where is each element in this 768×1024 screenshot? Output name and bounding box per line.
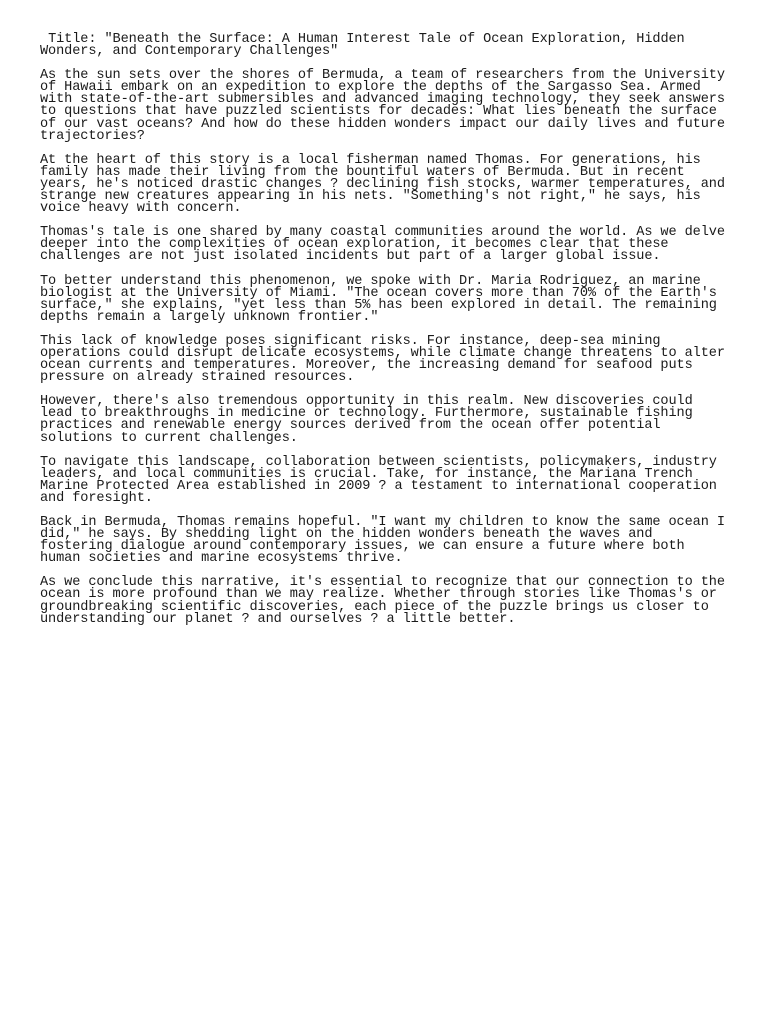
paragraph-5: This lack of knowledge poses significant risks. For instance, deep-sea mining operations could disrupt delicate ecosystems, while climate change threatens to alter ocean currents and temperatures. Moreover, the increasing demand for seafood puts pressure on already strained resources.: [40, 333, 725, 386]
paragraph-2: At the heart of this story is a local fisherman named Thomas. For generations, his family has made their living from the bountiful waters of Bermuda. But in recent years, he's noticed drastic changes ? declining fish stocks, warmer temperatures, and strange new creatures appearing in his nets. "Something's not right," he says, his voice heavy with concern.: [40, 152, 725, 217]
document-title: Title: "Beneath the Surface: A Human Interest Tale of Ocean Exploration, Hidden Wonders, and Contemporary Challenges": [40, 32, 685, 60]
paragraph-3: Thomas's tale is one shared by many coastal communities around the world. As we delve deeper into the complexities of ocean exploration, it becomes clear that these challenges are not just isolated incidents but part of a larger global issue.: [40, 225, 725, 265]
paragraph-6: However, there's also tremendous opportunity in this realm. New discoveries could lead to breakthroughs in medicine or technology. Furthermore, sustainable fishing practices and renewable energy sources derived from the ocean offer potential solutions to current challenges.: [40, 394, 693, 446]
paragraph-8: Back in Bermuda, Thomas remains hopeful. "I want my children to know the same ocean I did," he says. By shedding light on the hidden wonders beneath the waves and fostering dialogue around contemporary issues, we can ensure a future where both human societies and marine ecosystems thrive.: [40, 515, 725, 567]
paragraph-4: To better understand this phenomenon, we spoke with Dr. Maria Rodriguez, an marine biologist at the University of Miami. "The ocean covers more than 70% of the Earth's surface," she explains, "yet less than 5% has been explored in detail. The remaining depths remain a largely unknown frontier.": [40, 273, 717, 325]
paragraph-9: As we conclude this narrative, it's essential to recognize that our connection to the ocean is more profound than we may realize. Whether through stories like Thomas's or groundbreaking scientific discoveries, each piece of the puzzle brings us closer to understanding our planet ? and ourselves ? a little better.: [40, 575, 725, 627]
document-page: [40, 34, 730, 638]
paragraph-7: To navigate this landscape, collaboration between scientists, policymakers, industry leaders, and local communities is crucial. Take, for instance, the Mariana Trench Marine Protected Area established in 2009 ? a testament to international cooperation and foresight.: [40, 454, 717, 506]
paragraph-1: As the sun sets over the shores of Bermuda, a team of researchers from the University of Hawaii embark on an expedition to explore the depths of the Sargasso Sea. Armed with state-of-the-art submersibles and advanced imaging technology, they seek answers to questions that have puzzled scientists for decades: What lies beneath the surface of our vast oceans? And how do these hidden wonders impact our daily lives and future trajectories?: [40, 68, 725, 144]
